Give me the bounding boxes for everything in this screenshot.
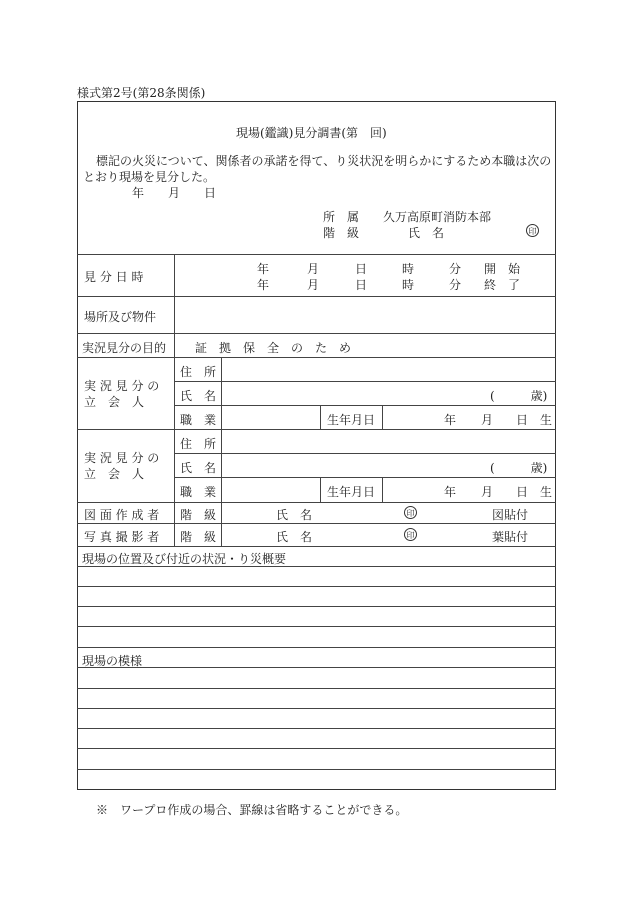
photographer-rank-label: 階 級 [180, 530, 217, 544]
intro-text-line2: とおり現場を見分した。 [83, 170, 216, 184]
witness1-birth-month: 月 [481, 413, 494, 427]
datetime-start-label: 開 始 [484, 262, 521, 276]
location-field[interactable] [176, 298, 554, 331]
datetime-row1-year: 年 [257, 262, 270, 276]
document-title: 現場(鑑識)見分調書(第 回) [236, 126, 387, 140]
seal-mark: 印 [526, 224, 539, 237]
date-line: 年 月 日 [132, 186, 217, 200]
witness2-address-field[interactable] [223, 431, 554, 452]
datetime-row1-minute: 分 [449, 262, 462, 276]
datetime-row1-month: 月 [307, 262, 320, 276]
rule [77, 333, 556, 334]
witness1-label-line1: 実 況 見 分 の [84, 379, 160, 393]
rank-label: 階 級 [323, 226, 360, 240]
rule [174, 477, 556, 478]
rule [77, 667, 556, 668]
witness1-address-label: 住 所 [180, 365, 217, 379]
witness2-birth-month: 月 [481, 485, 494, 499]
footnote: ※ ワープロ作成の場合、罫線は省略することができる。 [96, 803, 408, 817]
rule [77, 769, 556, 770]
datetime-row2-year: 年 [257, 278, 270, 292]
rule [320, 477, 321, 502]
rule [77, 586, 556, 587]
witness1-birth-year: 年 [444, 413, 457, 427]
form-label: 様式第2号(第28条関係) [77, 86, 206, 100]
datetime-row1-hour: 時 [402, 262, 415, 276]
witness2-label-line1: 実 況 見 分 の [84, 451, 160, 465]
rule [77, 708, 556, 709]
rule [77, 728, 556, 729]
rule [77, 296, 556, 297]
datetime-row2-hour: 時 [402, 278, 415, 292]
rule [77, 647, 556, 648]
rule [174, 254, 175, 546]
rule [382, 405, 383, 429]
rule [77, 546, 556, 547]
witness2-birth-day: 日 生 [516, 485, 553, 499]
rule [77, 626, 556, 627]
inspection-datetime-label: 見 分 日 時 [84, 270, 144, 284]
affiliation-value: 久万高原町消防本部 [383, 210, 492, 224]
witness1-age: ( 歳) [490, 389, 548, 403]
intro-text-line1: 標記の火災について、関係者の承諾を得て、り災状況を明らかにするため本職は次の [96, 154, 552, 168]
photographer-name-label: 氏 名 [276, 530, 313, 544]
rule [77, 688, 556, 689]
witness2-age: ( 歳) [490, 461, 548, 475]
photographer-label: 写 真 撮 影 者 [84, 530, 160, 544]
rule [77, 523, 556, 524]
purpose-value: 証 拠 保 全 の た め [195, 341, 352, 355]
rule [221, 357, 222, 546]
witness1-occupation-label: 職 業 [180, 413, 217, 427]
rule [77, 254, 556, 255]
drawer-seal: 印 [404, 506, 417, 519]
datetime-row2-month: 月 [307, 278, 320, 292]
affiliation-label: 所 属 [323, 210, 360, 224]
witness1-name-label: 氏 名 [180, 389, 217, 403]
drawer-attached: 図貼付 [492, 508, 529, 522]
rule [77, 357, 556, 358]
witness2-name-label: 氏 名 [180, 461, 217, 475]
datetime-end-label: 終 了 [484, 278, 521, 292]
witness1-birth-day: 日 生 [516, 413, 553, 427]
rule [77, 606, 556, 607]
drawer-name-label: 氏 名 [276, 508, 313, 522]
rule [174, 381, 556, 382]
rule [174, 453, 556, 454]
witness1-address-field[interactable] [223, 359, 554, 380]
datetime-row2-minute: 分 [449, 278, 462, 292]
witness2-birthdate-label: 生年月日 [327, 485, 376, 499]
witness2-label-line2: 立 会 人 [84, 467, 145, 481]
photographer-seal: 印 [404, 528, 417, 541]
photographer-attached: 葉貼付 [492, 530, 529, 544]
witness1-label-line2: 立 会 人 [84, 395, 145, 409]
section-overview-heading: 現場の位置及び付近の状況・り災概要 [82, 552, 287, 566]
rule [320, 405, 321, 429]
witness1-birthdate-label: 生年月日 [327, 413, 376, 427]
purpose-label: 実況見分の目的 [82, 341, 167, 355]
datetime-row2-day: 日 [355, 278, 368, 292]
section-situation-heading: 現場の模様 [82, 654, 143, 668]
datetime-row1-day: 日 [355, 262, 368, 276]
drawer-label: 図 面 作 成 者 [84, 508, 160, 522]
witness2-birth-year: 年 [444, 485, 457, 499]
witness2-address-label: 住 所 [180, 437, 217, 451]
rule [77, 748, 556, 749]
rule [77, 502, 556, 503]
rule [382, 477, 383, 502]
rule [174, 405, 556, 406]
drawer-rank-label: 階 級 [180, 508, 217, 522]
rule [77, 429, 556, 430]
location-label: 場所及び物件 [84, 310, 157, 324]
witness2-occupation-label: 職 業 [180, 485, 217, 499]
name-label: 氏 名 [408, 226, 445, 240]
